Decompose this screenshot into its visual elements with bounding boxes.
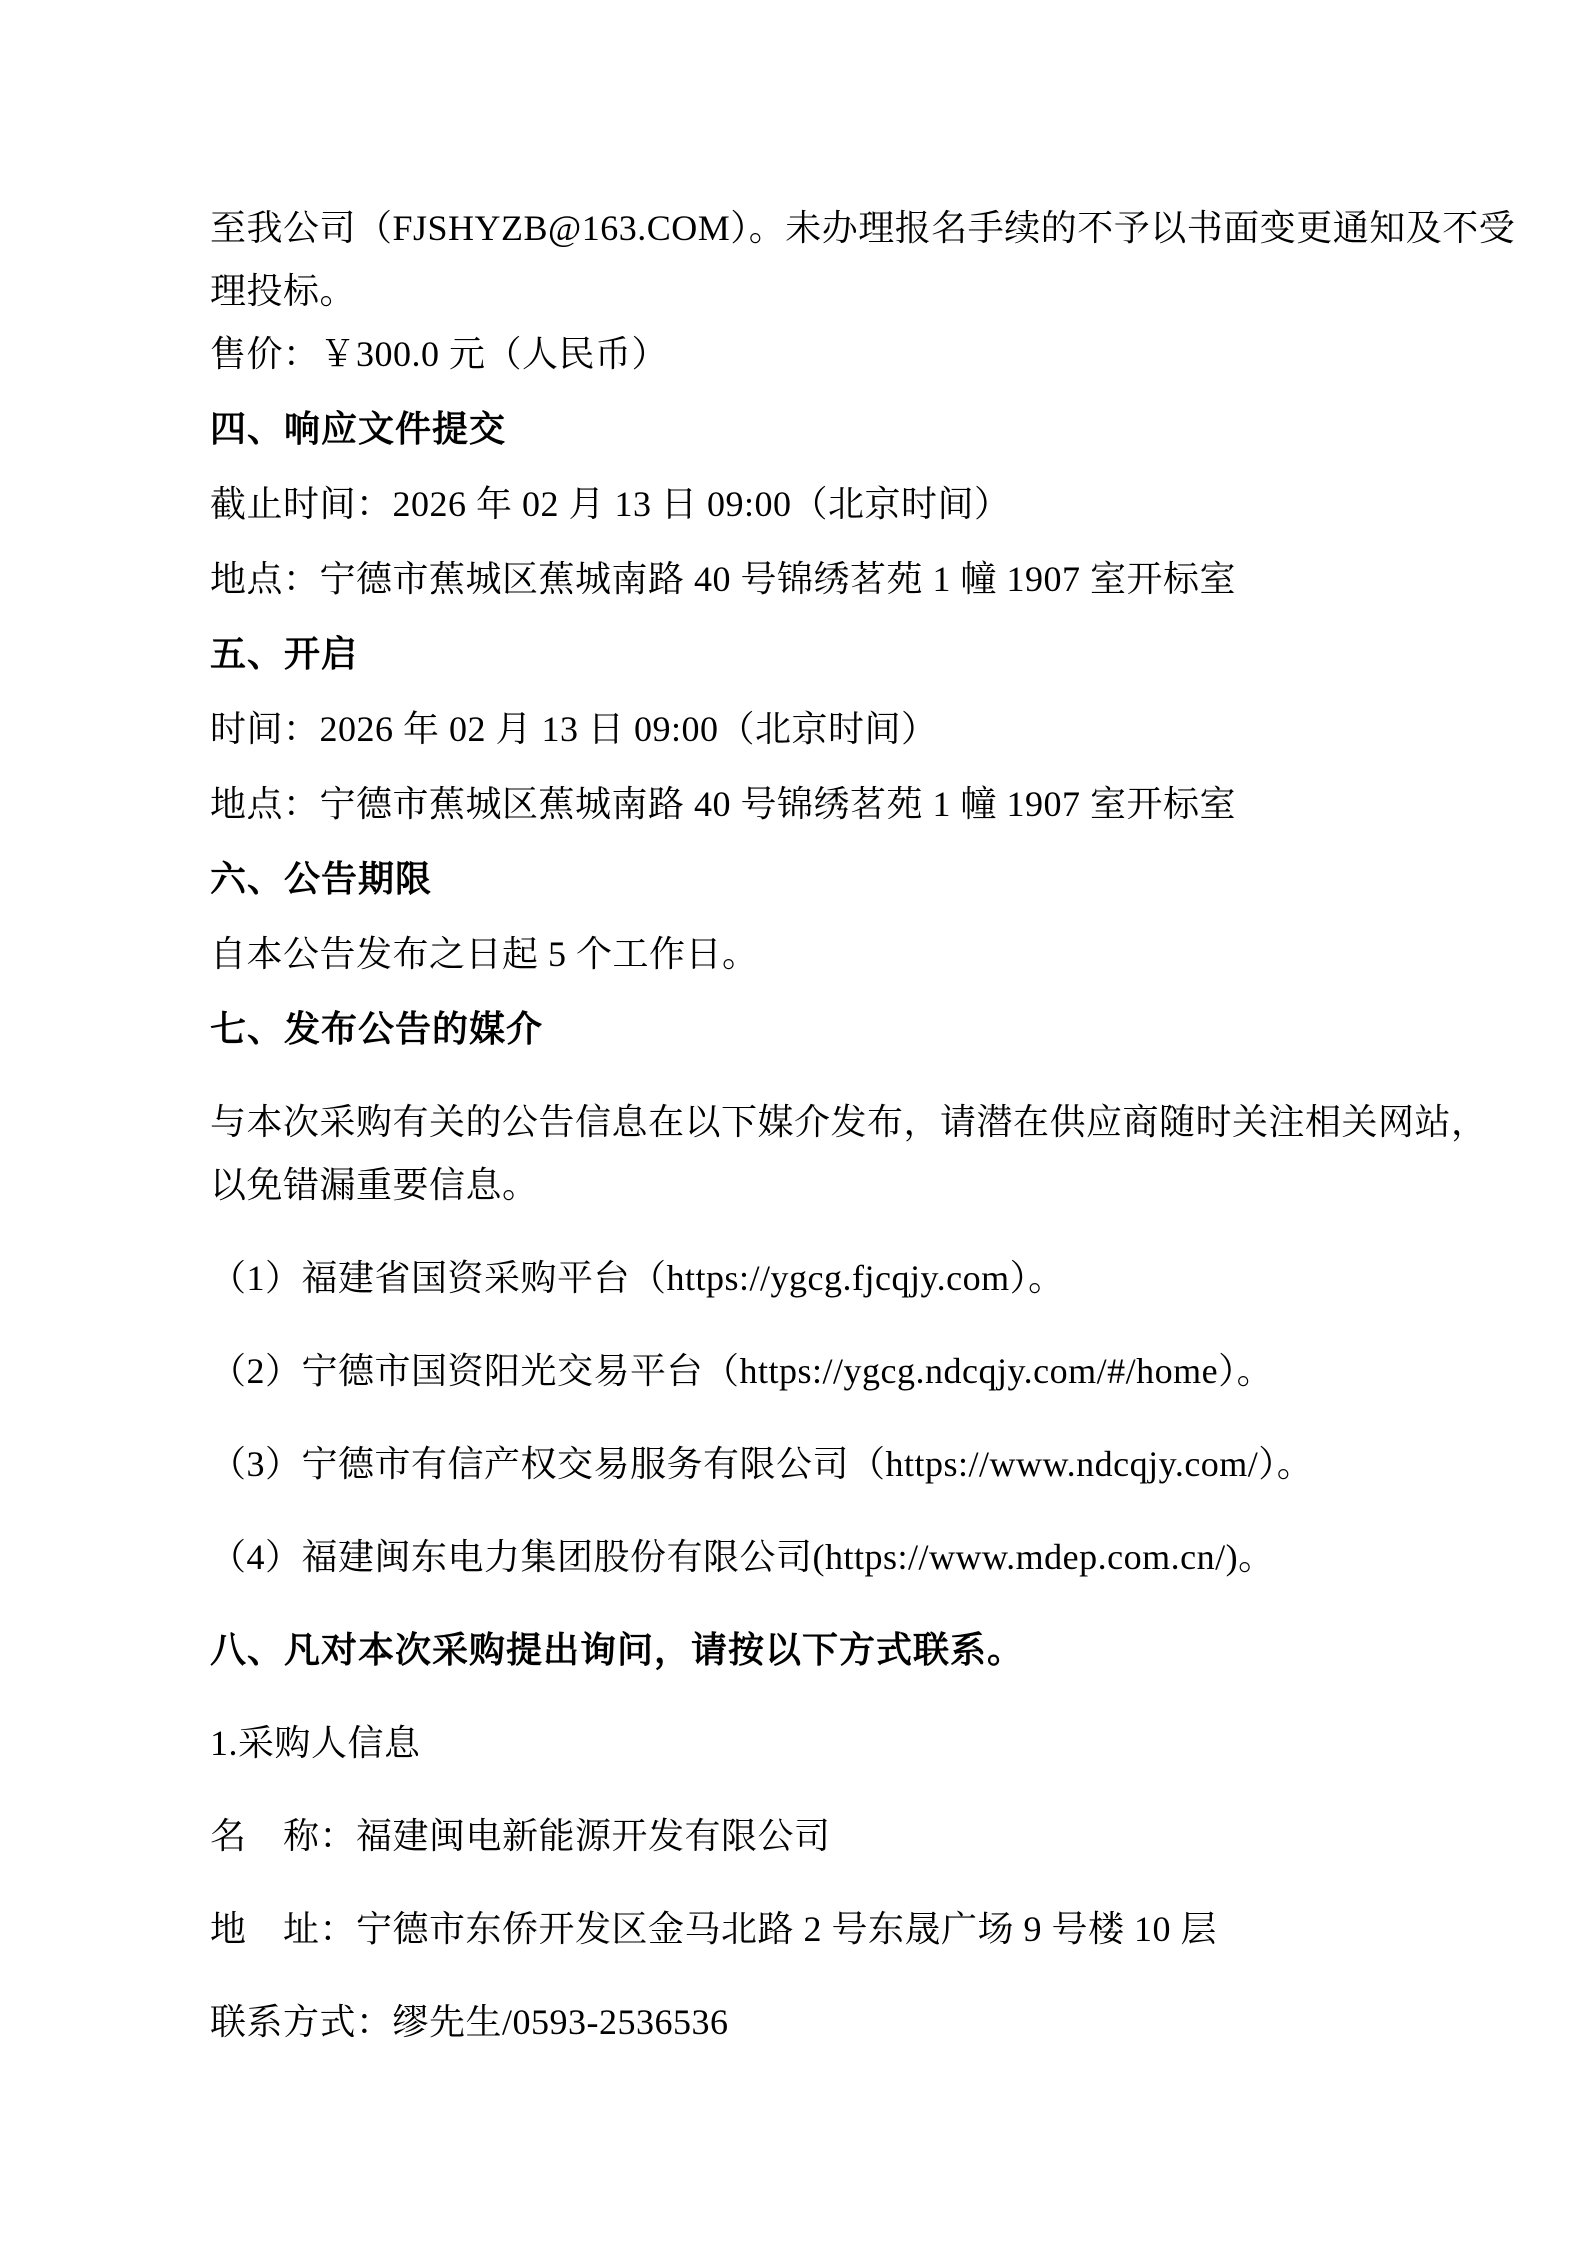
media-intro-line-1: 与本次采购有关的公告信息在以下媒介发布，请潜在供应商随时关注相关网站， — [210, 1102, 1488, 1142]
section-heading-announcement-period: 六、公告期限 — [210, 859, 433, 899]
buyer-address: 地 址：宁德市东侨开发区金马北路 2 号东晟广场 9 号楼 10 层 — [210, 1909, 1218, 1949]
intro-paragraph-line-2: 理投标。 — [210, 271, 357, 311]
section-heading-contact: 八、凡对本次采购提出询问，请按以下方式联系。 — [210, 1630, 1025, 1670]
intro-paragraph-line-1: 至我公司（FJSHYZB@163.COM）。未办理报名手续的不予以书面变更通知及不受 — [210, 208, 1516, 248]
media-item-2: （2）宁德市国资阳光交易平台（https://ygcg.ndcqjy.com/#/home）。 — [210, 1351, 1274, 1391]
media-item-4: （4）福建闽东电力集团股份有限公司(https://www.mdep.com.cn/)。 — [210, 1537, 1275, 1577]
section-heading-publication-media: 七、发布公告的媒介 — [210, 1009, 544, 1049]
opening-time: 时间：2026 年 02 月 13 日 09:00（北京时间） — [210, 709, 938, 749]
submission-location: 地点：宁德市蕉城区蕉城南路 40 号锦绣茗苑 1 幢 1907 室开标室 — [210, 559, 1237, 599]
opening-location: 地点：宁德市蕉城区蕉城南路 40 号锦绣茗苑 1 幢 1907 室开标室 — [210, 784, 1237, 824]
buyer-info-label: 1.采购人信息 — [210, 1723, 421, 1763]
media-item-1: （1）福建省国资采购平台（https://ygcg.fjcqjy.com）。 — [210, 1258, 1065, 1298]
media-item-3: （3）宁德市有信产权交易服务有限公司（https://www.ndcqjy.com/）。 — [210, 1444, 1314, 1484]
section-heading-opening: 五、开启 — [210, 634, 359, 674]
buyer-contact: 联系方式：缪先生/0593-2536536 — [210, 2002, 729, 2042]
media-intro-line-2: 以免错漏重要信息。 — [210, 1165, 539, 1205]
document-price: 售价：￥300.0 元（人民币） — [210, 334, 669, 374]
submission-deadline: 截止时间：2026 年 02 月 13 日 09:00（北京时间） — [210, 484, 1011, 524]
section-heading-response-submission: 四、响应文件提交 — [210, 409, 507, 449]
announcement-period-text: 自本公告发布之日起 5 个工作日。 — [210, 934, 759, 974]
buyer-name: 名 称：福建闽电新能源开发有限公司 — [210, 1816, 831, 1856]
